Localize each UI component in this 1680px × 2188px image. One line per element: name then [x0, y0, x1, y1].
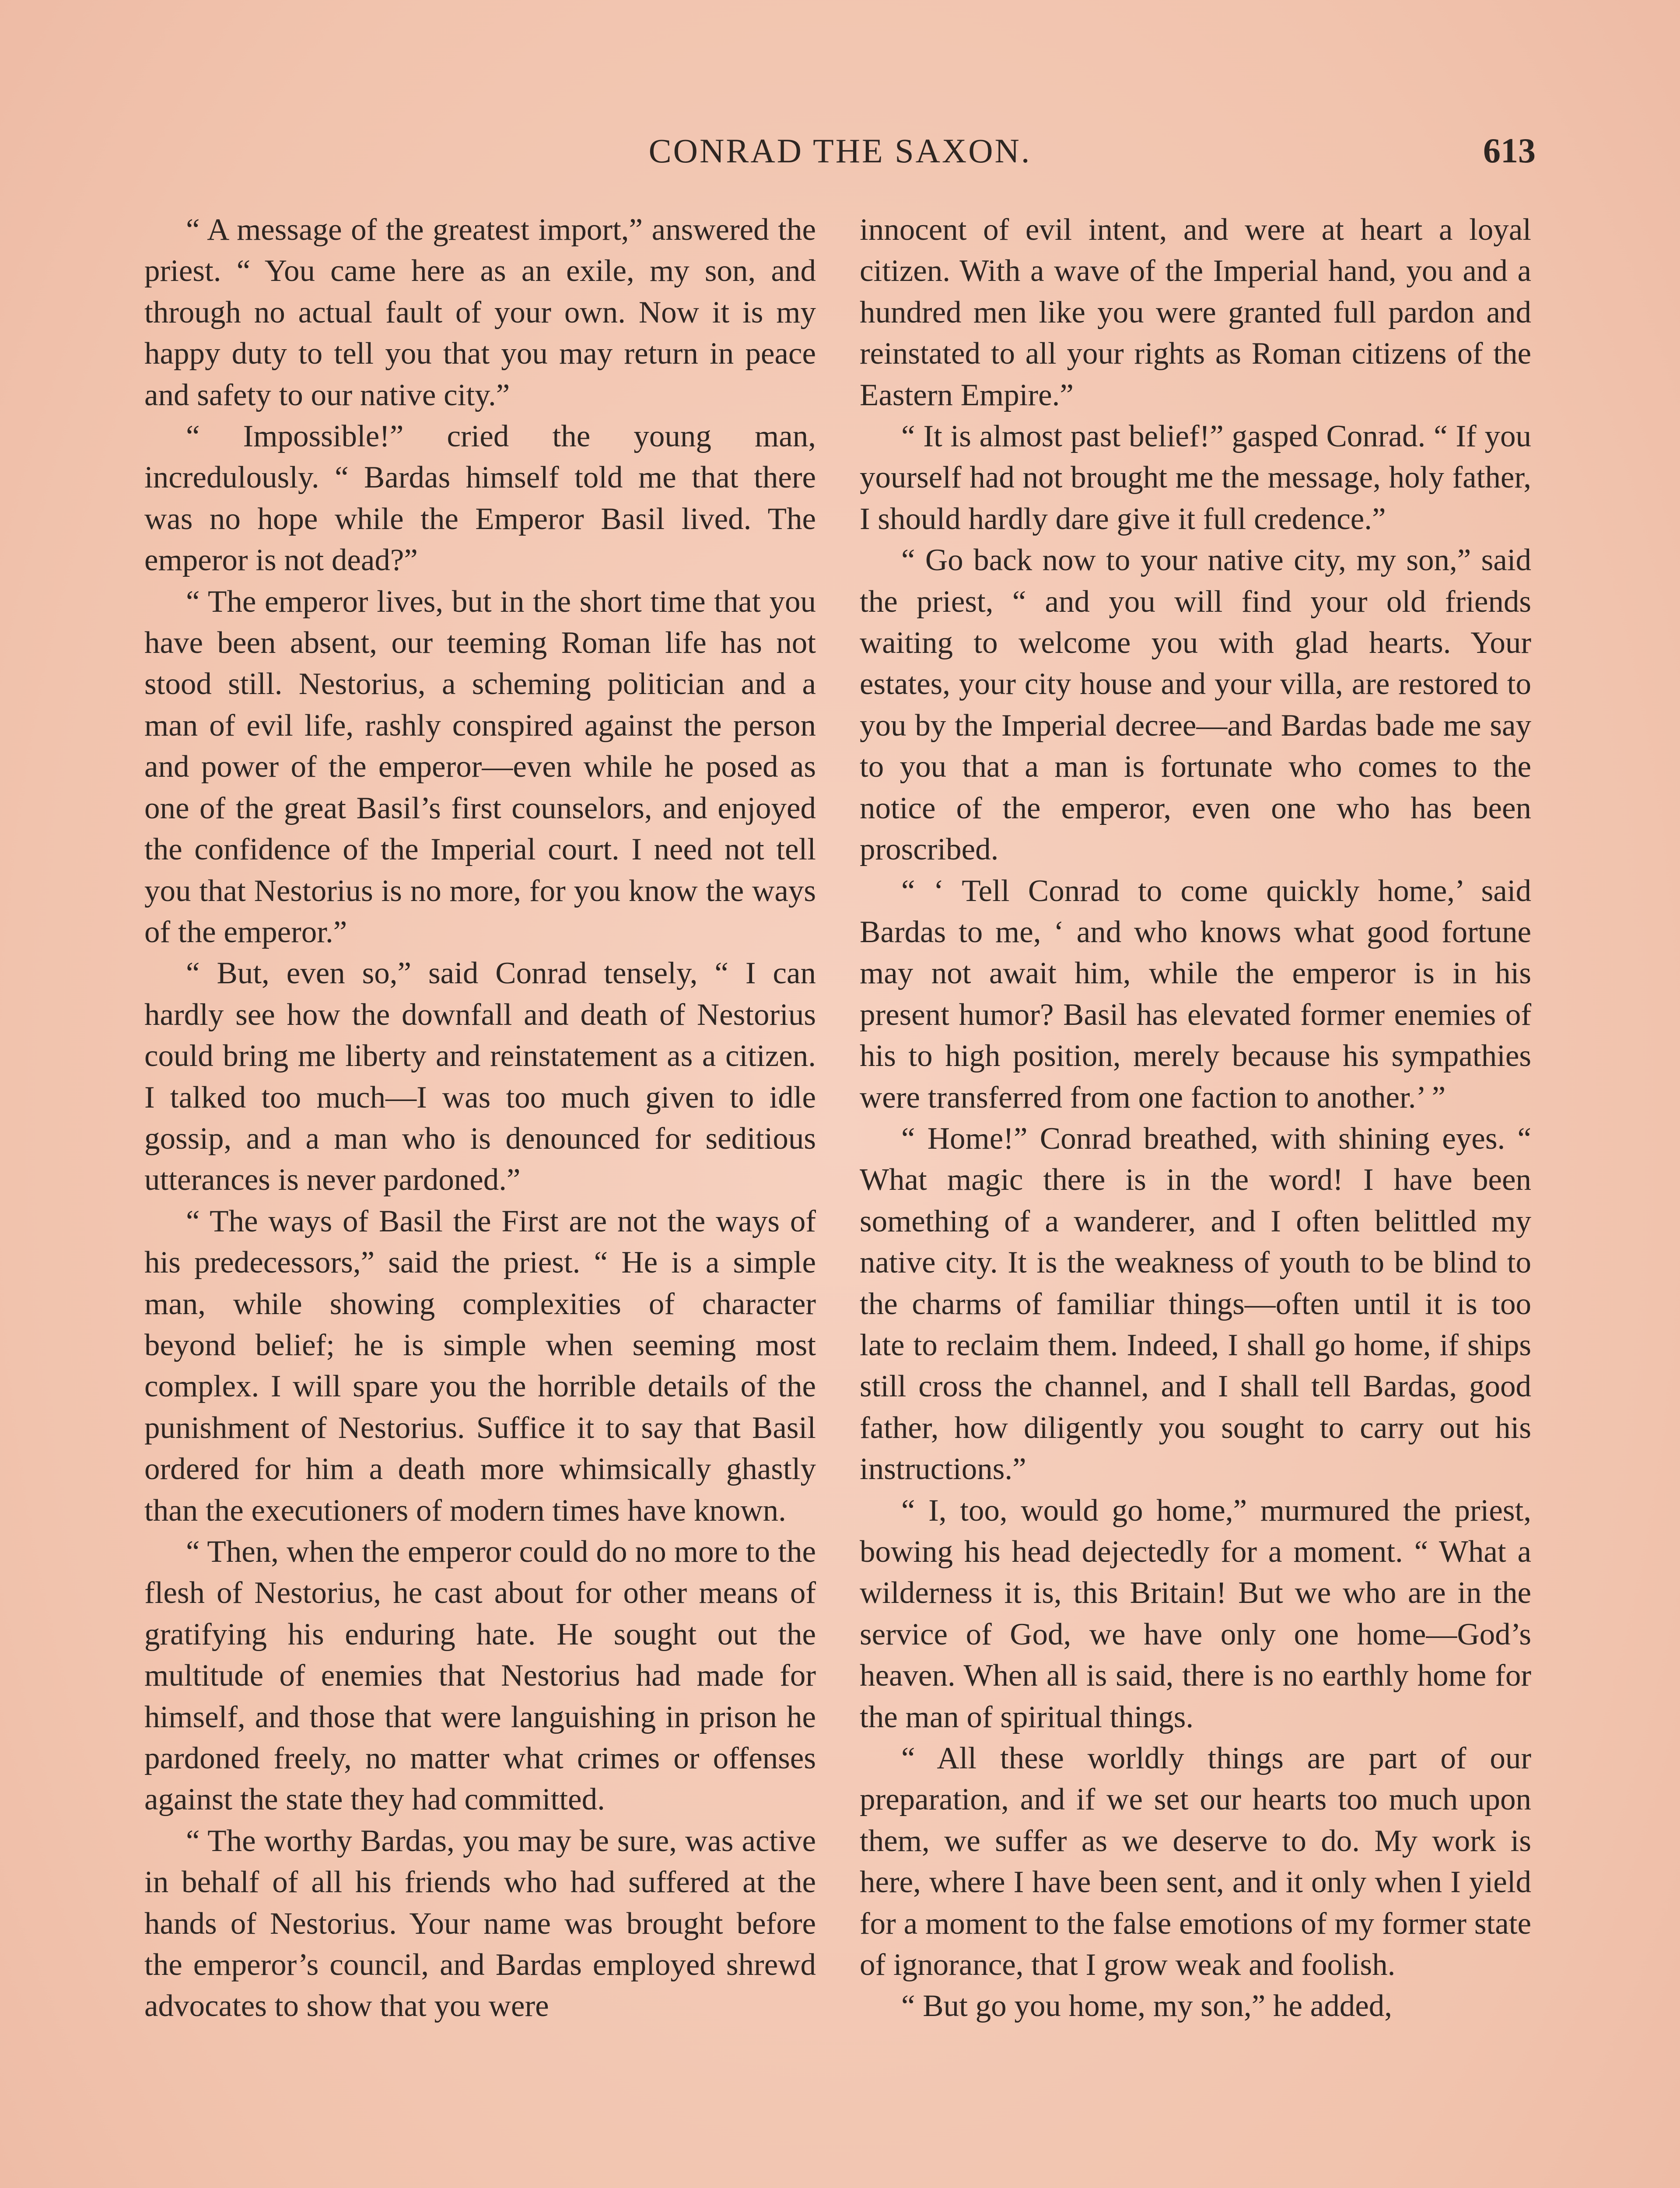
paragraph: “ Home!” Conrad breathed, with shining eyes. “ What magic there is in the word! I have been something of a wanderer, and I often belittled my native city. It is the weakness of youth to be blind to the charms of familiar things—often until it is too late to reclaim them. Indeed, I shall go home, if ships still cross the channel, and I shall tell Bardas, good father, how diligently you sought to carry out his instructions.” — [860, 1121, 1531, 1487]
paragraph: “ A message of the greatest import,” answered the priest. “ You came here as an exile, my son, and through no actual fault of your own. Now it is my happy duty to tell you that you may return in peace and safety to our native city.” — [144, 213, 816, 412]
paragraph: “ I, too, would go home,” murmured the priest, bowing his head dejectedly for a moment. “ What a wilderness it is, this Britain! But we who are in the service of God, we have only one home—God’s heaven. When all is said, there is no earthly home for the man of spiritual things. — [860, 1493, 1531, 1734]
page-number: 613 — [1483, 132, 1536, 170]
paragraph: “ ‘ Tell Conrad to come quickly home,’ said Bardas to me, ‘ and who knows what good fortune may not await him, while the emperor is in his present humor? Basil has elevated former enemies of his to high position, merely because his sympathies were transferred from one faction to another.’ ” — [860, 873, 1531, 1115]
paragraph: “ But go you home, my son,” he added, — [901, 1989, 1392, 2023]
running-title: CONRAD THE SAXON. — [648, 132, 1032, 170]
right-column — [860, 209, 1531, 2027]
paragraph: “ The worthy Bardas, you may be sure, was active in behalf of all his friends who had suffered at the hands of Nestorius. Your name was brought before the emperor’s council, and Bardas employed shrewd advocates to show that you were — [144, 1823, 816, 2023]
paragraph: “ Go back now to your native city, my son,” said the priest, “ and you will find your old friends waiting to welcome you with glad hearts. Your estates, your city house and your villa, are restored to you by the Imperial decree—and Bardas bade me say to you that a man is fortunate who comes to the notice of the emperor, even one who has been proscribed. — [860, 543, 1531, 867]
paragraph: “ But, even so,” said Conrad tensely, “ I can hardly see how the downfall and death of Nestorius could bring me liberty and reinstatement as a citizen. I talked too much—I was too much given to idle gossip, and a man who is denounced for seditious utterances is never pardoned.” — [144, 956, 816, 1197]
paragraph: “ Impossible!” cried the young man, incredulously. “ Bardas himself told me that there was no hope while the Emperor Basil lived. The emperor is not dead?” — [144, 419, 816, 578]
paragraph: “ The emperor lives, but in the short time that you have been absent, our teeming Roman life has not stood still. Nestorius, a scheming politician and a man of evil life, rashly conspired against the person and power of the emperor—even while he posed as one of the great Basil’s first counselors, and enjoyed the confidence of the Imperial court. I need not tell you that Nestorius is no more, for you know the ways of the emperor.” — [144, 584, 816, 949]
paragraph: “ The ways of Basil the First are not the ways of his predecessors,” said the priest. “ He is a simple man, while showing complexities of character beyond belief; he is simple when seeming most complex. I will spare you the horrible details of the punishment of Nestorius. Suffice it to say that Basil ordered for him a death more whimsically ghastly than the executioners of modern times have known. — [144, 1204, 816, 1528]
paragraph: “ All these worldly things are part of our preparation, and if we set our hearts too much upon them, we suffer as we deserve to do. My work is here, where I have been sent, and it only when I yield for a moment to the false emotions of my former state of ignorance, that I grow weak and foolish. — [860, 1741, 1531, 1982]
paragraph: “ Then, when the emperor could do no more to the flesh of Nestorius, he cast about for other means of gratifying his enduring hate. He sought out the multitude of enemies that Nestorius had made for himself, and those that were languishing in prison he pardoned freely, no matter what crimes or offenses against the state they had committed. — [144, 1535, 816, 1817]
page-header — [144, 131, 1536, 179]
left-column — [144, 209, 816, 2027]
paragraph: innocent of evil intent, and were at heart a loyal citizen. With a wave of the Imperial hand, you and a hundred men like you were granted full pardon and reinstated to all your rights as Roman citizens of the Eastern Empire.” — [860, 213, 1531, 412]
paragraph: “ It is almost past belief!” gasped Conrad. “ If you yourself had not brought me the message, holy father, I should hardly dare give it full credence.” — [860, 419, 1531, 536]
